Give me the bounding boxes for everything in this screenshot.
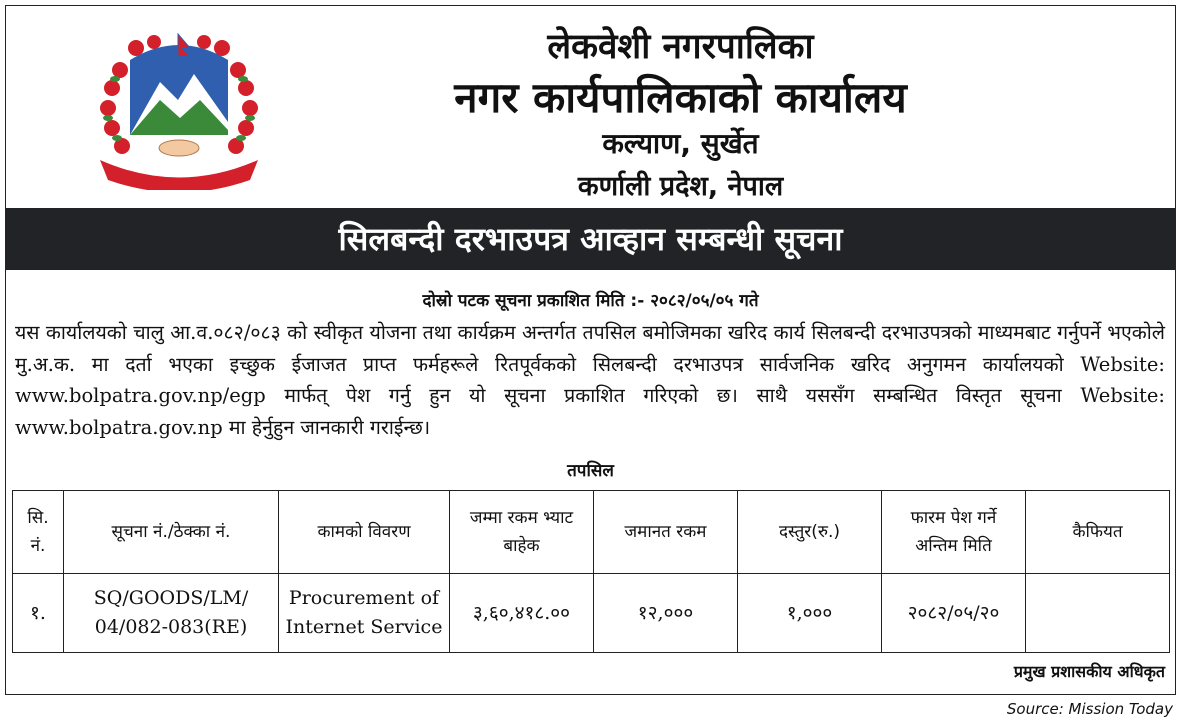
header-sn: सि. नं. bbox=[13, 491, 64, 574]
source-credit: Source: Mission Today bbox=[1006, 700, 1173, 718]
publication-date: दोस्रो पटक सूचना प्रकाशित मिति :- २०८२/०५/०५ गते bbox=[422, 291, 759, 311]
schedule-table bbox=[12, 490, 1170, 653]
header-security: जमानत रकम bbox=[594, 491, 738, 574]
cell-description: Procurement of Internet Service bbox=[279, 574, 450, 653]
cell-amount: ३,६०,४१८.०० bbox=[450, 574, 594, 653]
notice-body: यस कार्यालयको चालु आ.व.०८२/०८३ को स्वीकृत योजना तथा कार्यक्रम अन्तर्गत तपसिल बमोजिमका खरिद कार्य सिलबन्दी दरभाउपत्रको माध्यमबाट गर्नुपर्ने भएकोले मु.अ.क. मा दर्ता भएका इच्छुक ईजाजत प्राप्त फर्महरूले रितपूर्वकको सिलबन्दी दरभाउपत्र सार्वजनिक खरिद अनुगमन कार्यालयको Website: www.bolpatra.gov.np/egp मार्फत् पेश गर्नु हुन यो सूचना प्रकाशित गरिएको छ। साथै यससँग सम्बन्धित विस्तृत सूचना Website: www.bolpatra.gov.np मा हेर्नुहुन जानकारी गराईन्छ। bbox=[15, 321, 1165, 439]
cell-sn: १. bbox=[13, 574, 64, 653]
schedule-heading: तपसिल bbox=[567, 461, 614, 481]
office-province: कर्णाली प्रदेश, नेपाल bbox=[577, 171, 784, 202]
office-location: कल्याण, सुर्खेत bbox=[602, 127, 759, 160]
notice-title: सिलबन्दी दरभाउपत्र आव्हान सम्बन्धी सूचना bbox=[5, 208, 1176, 270]
cell-deadline: २०८२/०५/२० bbox=[882, 574, 1026, 653]
municipality-name: लेकवेशी नगरपालिका bbox=[547, 27, 814, 67]
header-deadline: फारम पेश गर्ने अन्तिम मिति bbox=[882, 491, 1026, 574]
signatory-title: प्रमुख प्रशासकीय अधिकृत bbox=[1013, 662, 1165, 681]
table-header-row bbox=[13, 491, 1170, 574]
table-row bbox=[13, 574, 1170, 653]
header-amount: जम्मा रकम भ्याट बाहेक bbox=[450, 491, 594, 574]
header-remarks: कैफियत bbox=[1026, 491, 1170, 574]
office-name: नगर कार्यपालिकाको कार्यालय bbox=[454, 73, 907, 122]
cell-security: १२,००० bbox=[594, 574, 738, 653]
header-fee: दस्तुर(रु.) bbox=[738, 491, 882, 574]
cell-fee: १,००० bbox=[738, 574, 882, 653]
cell-remarks bbox=[1026, 574, 1170, 653]
header-notice-no: सूचना नं./ठेक्का नं. bbox=[64, 491, 279, 574]
cell-notice-no: SQ/GOODS/LM/ 04/082-083(RE) bbox=[64, 574, 279, 653]
header-description: कामको विवरण bbox=[279, 491, 450, 574]
